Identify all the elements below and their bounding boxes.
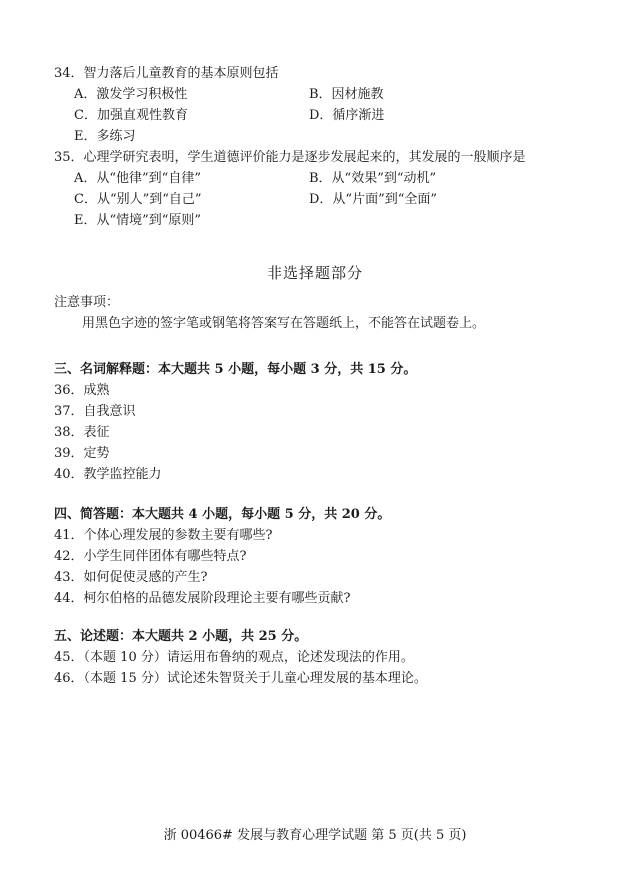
notice-text: 用黑色字迹的签字笔或钢笔将答案写在答题纸上，不能答在试题卷上。 bbox=[82, 316, 486, 331]
list-item: 36．成熟 bbox=[54, 383, 110, 398]
question-35-option-d: D．从“片面”到“全面” bbox=[309, 192, 438, 207]
list-item: 42．小学生同伴团体有哪些特点? bbox=[54, 549, 247, 564]
question-35-option-c: C．从“别人”到“自己” bbox=[74, 192, 202, 207]
list-item: 37．自我意识 bbox=[54, 404, 136, 419]
list-item: 44．柯尔伯格的品德发展阶段理论主要有哪些贡献? bbox=[54, 591, 351, 606]
question-34-option-b: B．因材施教 bbox=[309, 87, 384, 102]
question-35-option-e: E．从“情境”到“原则” bbox=[74, 213, 202, 228]
question-34-stem: 34．智力落后儿童教育的基本原则包括 bbox=[54, 66, 279, 81]
notice-label: 注意事项： bbox=[54, 295, 120, 310]
list-item: 41．个体心理发展的参数主要有哪些? bbox=[54, 528, 273, 543]
question-35-option-b: B．从“效果”到“动机” bbox=[309, 171, 437, 186]
question-35-stem: 35．心理学研究表明，学生道德评价能力是逐步发展起来的，其发展的一般顺序是 bbox=[54, 150, 526, 165]
section-5-heading: 五、论述题：本大题共 2 小题，共 25 分。 bbox=[54, 629, 308, 644]
section-4-heading: 四、简答题：本大题共 4 小题，每小题 5 分，共 20 分。 bbox=[54, 507, 391, 522]
section-3-heading: 三、名词解释题：本大题共 5 小题，每小题 3 分，共 15 分。 bbox=[54, 362, 417, 377]
question-34-option-c: C．加强直观性教育 bbox=[74, 108, 188, 123]
list-item: 45．（本题 10 分）请运用布鲁纳的观点，论述发现法的作用。 bbox=[54, 650, 414, 665]
part-title: 非选择题部分 bbox=[266, 264, 363, 282]
list-item: 40．教学监控能力 bbox=[54, 467, 162, 482]
list-item: 43．如何促使灵感的产生? bbox=[54, 570, 208, 585]
list-item: 46．（本题 15 分）试论述朱智贤关于儿童心理发展的基本理论。 bbox=[54, 671, 427, 686]
list-item: 39．定势 bbox=[54, 446, 110, 461]
page-footer: 浙 00466# 发展与教育心理学试题 第 5 页(共 5 页) bbox=[163, 828, 467, 843]
question-34-option-e: E．多练习 bbox=[74, 129, 136, 144]
question-34-option-a: A．激发学习积极性 bbox=[74, 87, 188, 102]
question-35-option-a: A．从“他律”到“自律” bbox=[74, 171, 201, 186]
list-item: 38．表征 bbox=[54, 425, 110, 440]
question-34-option-d: D．循序渐进 bbox=[309, 108, 385, 123]
